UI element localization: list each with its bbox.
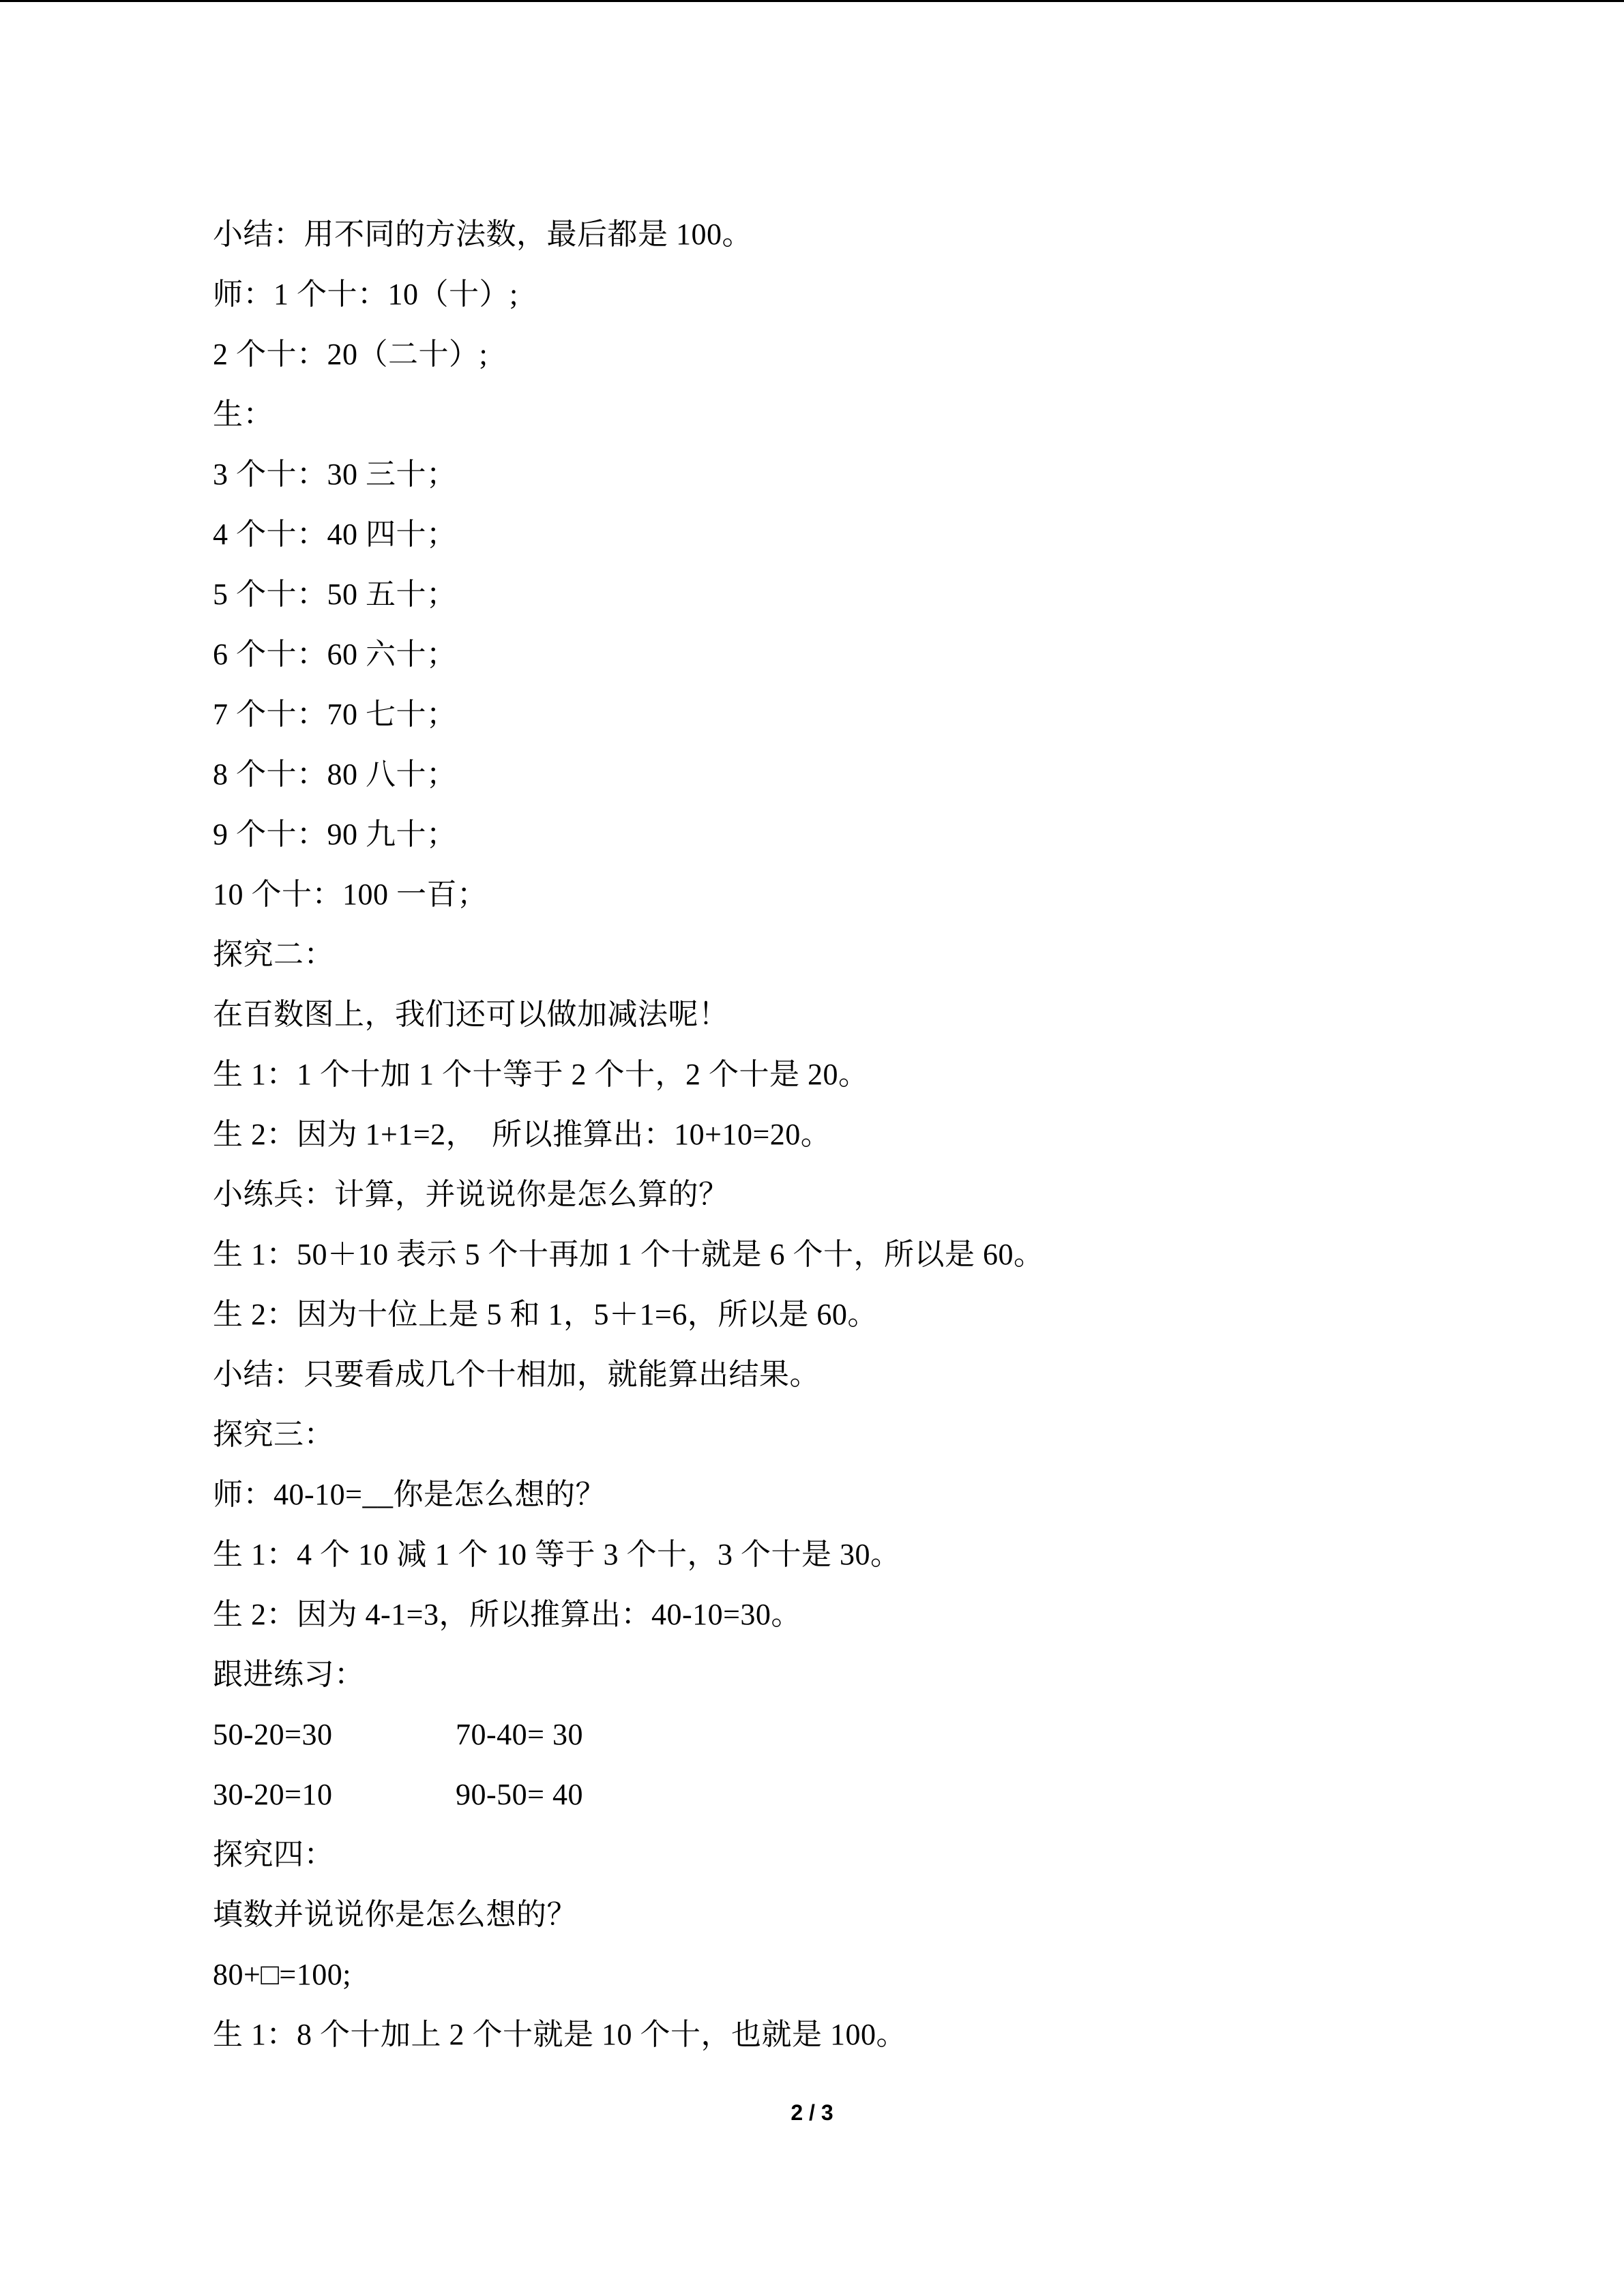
text-line: 师：1 个十：10（十）; bbox=[213, 278, 518, 311]
section-heading: 探究三： bbox=[213, 1418, 334, 1451]
text-line: 生 2：因为 4-1=3，所以推算出：40-10=30。 bbox=[213, 1598, 801, 1631]
page-top-border bbox=[0, 0, 1624, 2]
text-line: 师：40-10=__你是怎么想的？ bbox=[213, 1478, 606, 1511]
text-line: 7 个十：70 七十； bbox=[213, 698, 457, 731]
text-line: 2 个十：20（二十）; bbox=[213, 338, 488, 371]
text-line: 生 1：8 个十加上 2 个十就是 10 个十，也就是 100。 bbox=[213, 2018, 906, 2051]
text-line: 80+□=100; bbox=[213, 1958, 351, 1991]
practice-equation: 30-20=10 bbox=[213, 1778, 333, 1811]
practice-equation: 90-50= 40 bbox=[456, 1778, 583, 1811]
text-line: 生 1：4 个 10 减 1 个 10 等于 3 个十，3 个十是 30。 bbox=[213, 1538, 901, 1571]
section-heading: 探究四： bbox=[213, 1838, 334, 1871]
text-line: 跟进练习： bbox=[213, 1658, 365, 1691]
text-line: 生： bbox=[213, 398, 274, 431]
text-line: 5 个十：50 五十； bbox=[213, 578, 457, 611]
practice-equation: 70-40= 30 bbox=[456, 1718, 583, 1751]
text-line: 小结：用不同的方法数，最后都是 100。 bbox=[213, 218, 752, 251]
text-line: 小练兵：计算，并说说你是怎么算的？ bbox=[213, 1178, 729, 1211]
text-line: 生 1：1 个十加 1 个十等于 2 个十，2 个十是 20。 bbox=[213, 1058, 869, 1091]
text-line: 9 个十：90 九十； bbox=[213, 818, 457, 851]
text-line: 填数并说说你是怎么想的？ bbox=[213, 1898, 577, 1931]
practice-equation: 50-20=30 bbox=[213, 1718, 333, 1751]
text-line: 6 个十：60 六十； bbox=[213, 638, 457, 671]
text-line: 小结：只要看成几个十相加，就能算出结果。 bbox=[213, 1358, 820, 1391]
text-line: 生 2：因为十位上是 5 和 1，5＋1=6，所以是 60。 bbox=[213, 1298, 878, 1331]
page-number: 2 / 3 bbox=[791, 2100, 833, 2125]
text-line: 8 个十：80 八十； bbox=[213, 758, 457, 791]
section-heading: 探究二： bbox=[213, 938, 334, 971]
practice-row bbox=[213, 1710, 1441, 1770]
text-line: 4 个十：40 四十； bbox=[213, 518, 457, 551]
text-line: 10 个十：100 一百； bbox=[213, 878, 488, 911]
text-line: 生 1：50＋10 表示 5 个十再加 1 个十就是 6 个十，所以是 60。 bbox=[213, 1238, 1044, 1271]
document-body bbox=[213, 210, 1441, 2070]
practice-row bbox=[213, 1770, 1441, 1830]
text-line: 生 2：因为 1+1=2， 所以推算出：10+10=20。 bbox=[213, 1118, 831, 1151]
text-line: 3 个十：30 三十； bbox=[213, 458, 457, 491]
text-line: 在百数图上，我们还可以做加减法呢！ bbox=[213, 998, 729, 1031]
